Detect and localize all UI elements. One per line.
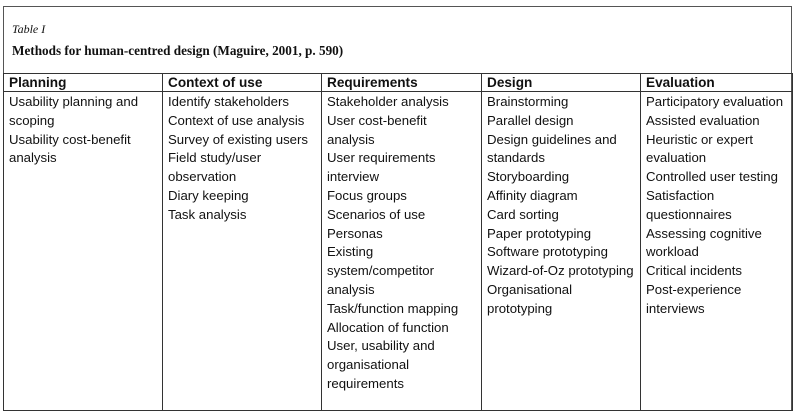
list-item: Organisational prototyping bbox=[487, 281, 573, 316]
list-item: Parallel design bbox=[487, 112, 574, 128]
list-item: Participatory evaluation bbox=[646, 94, 784, 109]
list-item: Satisfaction questionnaires bbox=[646, 187, 732, 222]
list-item: Usability cost-benefit analysis bbox=[9, 131, 131, 166]
table-title: Methods for human-centred design (Maguire, 2001, p. 590) bbox=[12, 43, 344, 58]
column-header-context-of-use: Context of use bbox=[163, 74, 322, 92]
planning-cell bbox=[4, 92, 163, 411]
list-item: Personas bbox=[327, 225, 383, 241]
list-item: Brainstorming bbox=[487, 94, 569, 109]
list-item: User cost-benefit analysis bbox=[327, 112, 427, 147]
list-item: Wizard-of-Oz prototyping bbox=[487, 263, 634, 279]
list-item: Affinity diagram bbox=[487, 187, 578, 203]
list-item: Post-experience interviews bbox=[646, 281, 742, 316]
list-item: Storyboarding bbox=[487, 169, 570, 185]
list-item: Existing system/competitor analysis bbox=[327, 244, 434, 297]
list-item: Allocation of function bbox=[327, 319, 449, 335]
list-item: Assisted evaluation bbox=[646, 112, 760, 128]
list-item: Critical incidents bbox=[646, 263, 743, 279]
column-header-planning: Planning bbox=[4, 74, 163, 92]
list-item: Stakeholder analysis bbox=[327, 94, 449, 109]
list-item: Field study/user observation bbox=[168, 150, 262, 185]
list-item: User requirements interview bbox=[327, 150, 436, 185]
requirements-cell bbox=[322, 92, 482, 411]
list-item: Software prototyping bbox=[487, 244, 608, 260]
list-item: Identify stakeholders bbox=[168, 94, 289, 109]
list-item: Design guidelines and standards bbox=[487, 131, 617, 166]
table-row bbox=[4, 92, 793, 411]
list-item: Controlled user testing bbox=[646, 169, 778, 185]
table-caption: Table I bbox=[12, 22, 46, 36]
list-item: Heuristic or expert evaluation bbox=[646, 131, 754, 166]
header-row bbox=[4, 74, 793, 92]
list-item: Scenarios of use bbox=[327, 206, 426, 222]
list-item: Focus groups bbox=[327, 187, 407, 203]
list-item: Diary keeping bbox=[168, 187, 249, 203]
design-cell bbox=[482, 92, 641, 411]
list-item: Assessing cognitive workload bbox=[646, 225, 762, 260]
list-item: Paper prototyping bbox=[487, 225, 592, 241]
list-item: Context of use analysis bbox=[168, 112, 305, 128]
methods-table bbox=[3, 73, 793, 411]
column-header-requirements: Requirements bbox=[322, 74, 482, 92]
evaluation-cell bbox=[641, 92, 793, 411]
list-item: Task/function mapping bbox=[327, 300, 459, 316]
list-item: Task analysis bbox=[168, 206, 247, 222]
list-item: Survey of existing users bbox=[168, 131, 308, 147]
context-of-use-cell bbox=[163, 92, 322, 411]
list-item: Card sorting bbox=[487, 206, 559, 222]
list-item: User, usability and organisational requirements bbox=[327, 338, 435, 391]
column-header-design: Design bbox=[482, 74, 641, 92]
list-item: Usability planning and scoping bbox=[9, 94, 139, 128]
column-header-evaluation: Evaluation bbox=[641, 74, 793, 92]
